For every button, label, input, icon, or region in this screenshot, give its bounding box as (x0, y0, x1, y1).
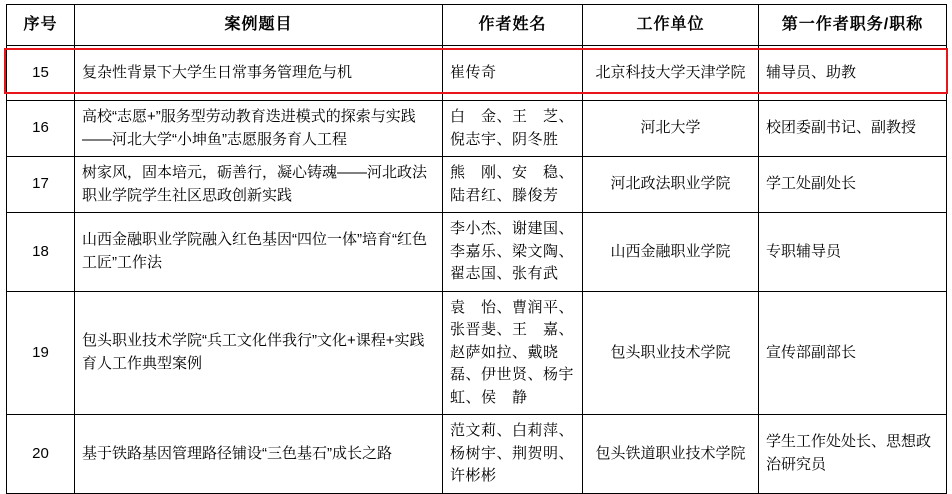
cell-org: 包头职业技术学院 (583, 291, 759, 415)
column-header-role: 第一作者职务/职称 (759, 5, 947, 46)
cell-seq: 18 (7, 213, 75, 292)
column-header-seq: 序号 (7, 5, 75, 46)
cell-seq: 15 (7, 46, 75, 101)
cell-title: 基于铁路基因管理路径铺设“三色基石”成长之路 (75, 415, 443, 494)
cell-role: 专职辅导员 (759, 213, 947, 292)
cell-title: 树家风，固本培元，砺善行，凝心铸魂——河北政法职业学院学生社区思政创新实践 (75, 157, 443, 213)
table-row (7, 157, 947, 213)
cell-author: 袁 怡、曹润平、张晋斐、王 嘉、赵萨如拉、戴晓磊、伊世贤、杨宇虹、侯 静 (443, 291, 583, 415)
cell-role: 校团委副书记、副教授 (759, 101, 947, 157)
cell-org: 山西金融职业学院 (583, 213, 759, 292)
cell-seq: 16 (7, 101, 75, 157)
cell-role: 辅导员、助教 (759, 46, 947, 101)
cell-title: 包头职业技术学院“兵工文化伴我行”文化+课程+实践育人工作典型案例 (75, 291, 443, 415)
table-header-row (7, 5, 947, 46)
cell-role: 宣传部副部长 (759, 291, 947, 415)
cell-role: 学工处副处长 (759, 157, 947, 213)
table-row (7, 213, 947, 292)
table-row (7, 291, 947, 415)
cell-author: 李小杰、谢建国、李嘉乐、梁文陶、翟志国、张有武 (443, 213, 583, 292)
case-table (6, 4, 947, 494)
cell-seq: 20 (7, 415, 75, 494)
column-header-org: 工作单位 (583, 5, 759, 46)
cell-title: 高校“志愿+”服务型劳动教育迭进模式的探索与实践——河北大学“小坤鱼”志愿服务育人工程 (75, 101, 443, 157)
cell-seq: 19 (7, 291, 75, 415)
cell-author: 范文莉、白莉萍、杨树宇、荆贺明、许彬彬 (443, 415, 583, 494)
cell-author: 白 金、王 芝、倪志宇、阴冬胜 (443, 101, 583, 157)
column-header-author: 作者姓名 (443, 5, 583, 46)
table-header (7, 5, 947, 46)
cell-author: 熊 刚、安 稳、陆君红、滕俊芳 (443, 157, 583, 213)
column-header-title: 案例题目 (75, 5, 443, 46)
cell-org: 北京科技大学天津学院 (583, 46, 759, 101)
cell-author: 崔传奇 (443, 46, 583, 101)
cell-org: 包头铁道职业技术学院 (583, 415, 759, 494)
table-body (7, 46, 947, 494)
cell-role: 学生工作处处长、思想政治研究员 (759, 415, 947, 494)
cell-org: 河北政法职业学院 (583, 157, 759, 213)
cell-seq: 17 (7, 157, 75, 213)
cell-title: 复杂性背景下大学生日常事务管理危与机 (75, 46, 443, 101)
table-row (7, 415, 947, 494)
cell-title: 山西金融职业学院融入红色基因“四位一体”培育“红色工匠”工作法 (75, 213, 443, 292)
cell-org: 河北大学 (583, 101, 759, 157)
table-row (7, 101, 947, 157)
table-row (7, 46, 947, 101)
document-page (0, 4, 952, 491)
